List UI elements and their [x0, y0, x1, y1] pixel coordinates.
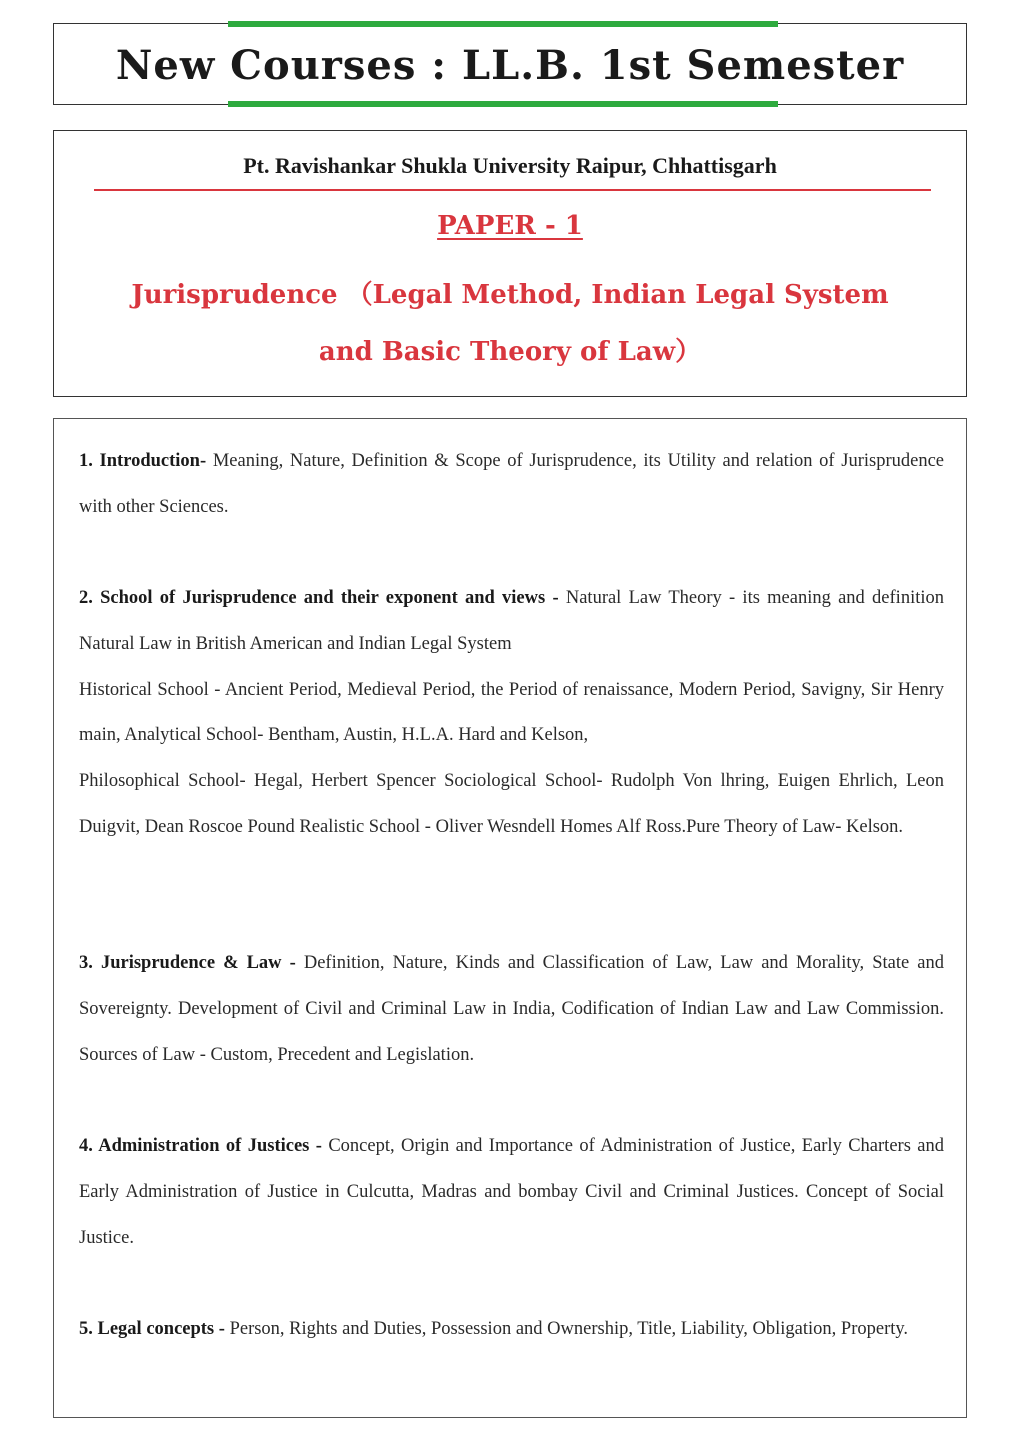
section-text: Meaning, Nature, Definition & Scope of Jurisprudence, its Utility and relation of Jurisprudence with other Sciences. [79, 451, 944, 517]
syllabus-content [53, 418, 967, 1418]
red-divider [94, 189, 931, 191]
section-paragraph: Historical School - Ancient Period, Medieval Period, the Period of renaissance, Modern Period, Savigny, Sir Henry main, Analytical School- Bentham, Austin, H.L.A. Hard and Kelson, [79, 679, 944, 746]
syllabus-section-1 [79, 439, 944, 531]
section-heading: 3. Jurisprudence & Law - [79, 953, 296, 973]
university-name: Pt. Ravishankar Shukla University Raipur, Chhattisgarh [243, 153, 777, 178]
subject-title-line-1: Jurisprudence （Legal Method, Indian Legal System [131, 280, 889, 310]
syllabus-section-2 [79, 576, 944, 851]
subject-title-line-2: and Basic Theory of Law） [318, 337, 702, 367]
syllabus-section-4 [79, 1124, 944, 1261]
section-heading: 1. Introduction- [79, 451, 207, 471]
section-heading: 5. Legal concepts - [79, 1319, 225, 1339]
title-banner [53, 23, 967, 105]
page-title: New Courses : LL.B. 1st Semester [115, 42, 905, 89]
green-accent-bar-top [228, 21, 778, 27]
syllabus-section-5 [79, 1307, 944, 1353]
section-paragraph: Philosophical School- Hegal, Herbert Spencer Sociological School- Rudolph Von lhring, Euigen Ehrlich, Leon Duigvit, Dean Roscoe Pound Realistic School - Oliver Wesndell Homes Alf Ross.Pure Theory of Law- Kelson. [79, 771, 944, 837]
section-text: Concept, Origin and Importance of Administration of Justice, Early Charters and Early Administration of Justice in Culcutta, Madras and bombay Civil and Criminal Justices. Concept of Social Justice. [79, 1136, 944, 1248]
section-text: Natural Law Theory - its meaning and definition Natural Law in British American and Indian Legal System [79, 588, 944, 654]
green-accent-bar-bottom [228, 101, 778, 107]
section-heading: 4. Administration of Justices - [79, 1136, 322, 1156]
section-text: Person, Rights and Duties, Possession and Ownership, Title, Liability, Obligation, Property. [224, 1319, 909, 1339]
section-text: Definition, Nature, Kinds and Classification of Law, Law and Morality, State and Sovereignty. Development of Civil and Criminal Law in India, Codification of Indian Law and Law Commission. Sources of Law - Custom, Precedent and Legislation. [79, 953, 944, 1065]
subject-title [84, 267, 936, 381]
section-heading: 2. School of Jurisprudence and their exponent and views - [79, 588, 559, 608]
paper-header [53, 130, 967, 397]
syllabus-section-3 [79, 941, 944, 1078]
paper-label: PAPER - 1 [437, 211, 583, 241]
